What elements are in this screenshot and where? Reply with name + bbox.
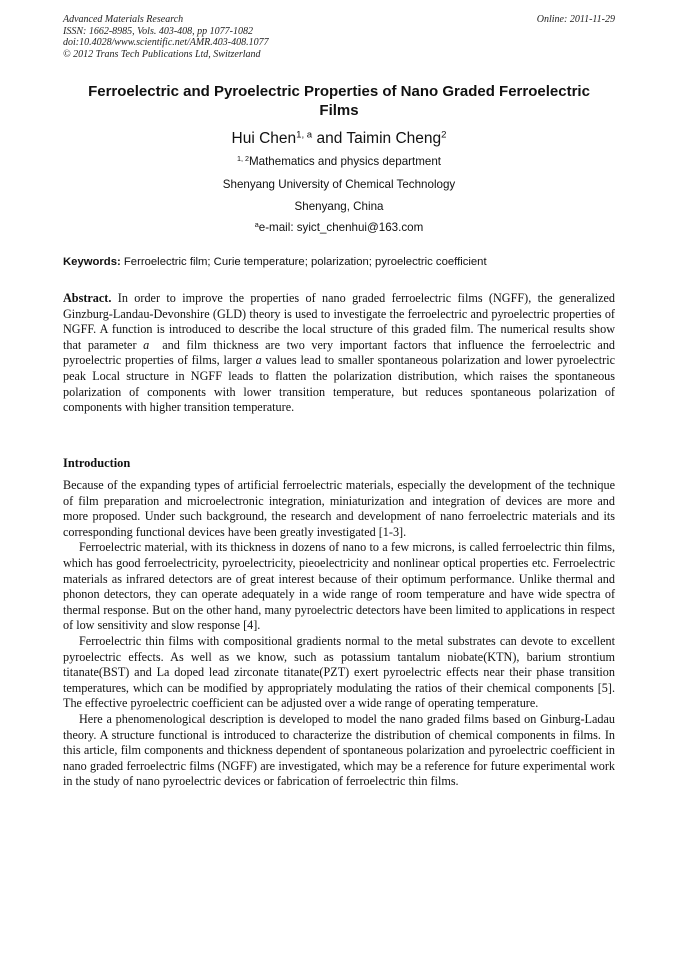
keywords-label: Keywords: — [63, 256, 121, 268]
email-text: e-mail: syict_chenhui@163.com — [258, 221, 424, 234]
journal-header — [63, 14, 615, 60]
author-2: Taimin Cheng — [346, 130, 442, 147]
abstract-part-3: values lead to smaller spontaneous polarization and lower pyroelectric peak Local structure in NGFF leads to flatten the polarization distribution, which raises the spontaneous polarization of components with lower transition temperature, but reduces spontaneous polarization of components with higher transition temperature. — [63, 353, 616, 415]
title-line-2: Films — [319, 102, 359, 119]
paper-title — [63, 82, 615, 120]
online-date: Online: 2011-11-29 — [536, 14, 615, 25]
author-line — [63, 130, 615, 148]
issn-line: ISSN: 1662-8985, Vols. 403-408, pp 1077-1082 — [63, 25, 253, 37]
intro-paragraph-2: Ferroelectric material, with its thickness in dozens of nano to a few microns, is called ferroelectric thin films, which has good ferroelectricity, pyroelectricity, pieoelectricity and nonlinear optical properties etc. Ferroelectric materials as infrared detectors are of great interest because of their optimum performance. Unlike thermal and phonon detectors, they can operate adequately in a wide range of room temperature and have wide spectra of thermal response. But on the other hand, many pyroelectric detectors have been limited to applications in respect of low sensitivity and slow response [4]. — [63, 540, 615, 633]
affiliation-location: Shenyang, China — [294, 200, 384, 213]
abstract-part-2: and film thickness are two very important factors that influence the ferroelectric and pyroelectric properties of films, larger — [63, 337, 616, 368]
affiliation-department — [63, 155, 615, 169]
introduction-heading: Introduction — [63, 456, 131, 470]
author-2-sup: 2 — [441, 129, 447, 141]
abstract-part-1: In order to improve the properties of nano graded ferroelectric films (NGFF), the generalized Ginzburg-Landau-Devonshire (GLD) theory is used to investigate the ferroelectric and pyroelectric properties of NGFF. A function is introduced to describe the local structure of this graded film. The numerical results show that parameter — [63, 291, 616, 352]
intro-paragraph-1: Because of the expanding types of artificial ferroelectric materials, especially the development of the technique of film preparation and microelectronic integration, miniaturization and integration of devices are more and more proposed. Under such background, the research and development of nano ferroelectric materials and its corresponding functional devices have been greatly investigated [1-3]. — [63, 478, 615, 539]
title-line-1: Ferroelectric and Pyroelectric Properties of Nano Graded Ferroelectric — [88, 83, 590, 100]
affiliation-sup: 1, 2 — [236, 154, 249, 164]
affiliation-university: Shenyang University of Chemical Technology — [222, 178, 456, 191]
abstract — [63, 291, 615, 416]
keywords-text: Ferroelectric film; Curie temperature; polarization; pyroelectric coefficient — [123, 256, 487, 268]
author-conjunction: and — [316, 130, 343, 147]
affiliation-email — [63, 221, 615, 235]
department-text: Mathematics and physics department — [248, 155, 442, 168]
doi-line: doi:10.4028/www.scientific.net/AMR.403-408.1077 — [63, 37, 269, 48]
author-1: Hui Chen — [231, 130, 297, 147]
intro-paragraph-4: Here a phenomenological description is developed to model the nano graded films based on Ginburg-Ladau theory. A structure functional is introduced to characterize the distribution of chemical components in films. In this article, film components and thickness dependent of spontaneous polarization and pyroelectric coefficient in nano graded ferroelectric films (NGFF) are investigated, which may be a reference for future experimental work in the study of nano pyroelectric devices or fabrication of ferroelectric thin films. — [63, 711, 615, 789]
parameter-a-symbol-2: a — [255, 353, 262, 368]
abstract-label: Abstract. — [63, 291, 112, 305]
introduction-body — [63, 478, 615, 790]
email-sup: a — [254, 220, 259, 230]
parameter-a-symbol: a — [143, 337, 150, 352]
author-1-sup: 1, a — [296, 129, 313, 141]
keywords — [63, 255, 615, 269]
intro-paragraph-3: Ferroelectric thin films with compositional gradients normal to the metal substrates can devote to excellent pyroelectric effects. As well as we know, such as potassium tantalum niobate(KTN), barium strontium titanate(BST) and La doped lead zirconate titanate(PZT) exert pyroelectric effects near their phase transition temperatures, which can be modified by appropriately modulating the ratios of their chemical components [5]. The effective pyroelectric coefficient can be adjusted over a wide range of operating temperature. — [63, 633, 615, 711]
journal-name: Advanced Materials Research — [63, 14, 184, 25]
copyright-line: © 2012 Trans Tech Publications Ltd, Switzerland — [63, 48, 261, 60]
